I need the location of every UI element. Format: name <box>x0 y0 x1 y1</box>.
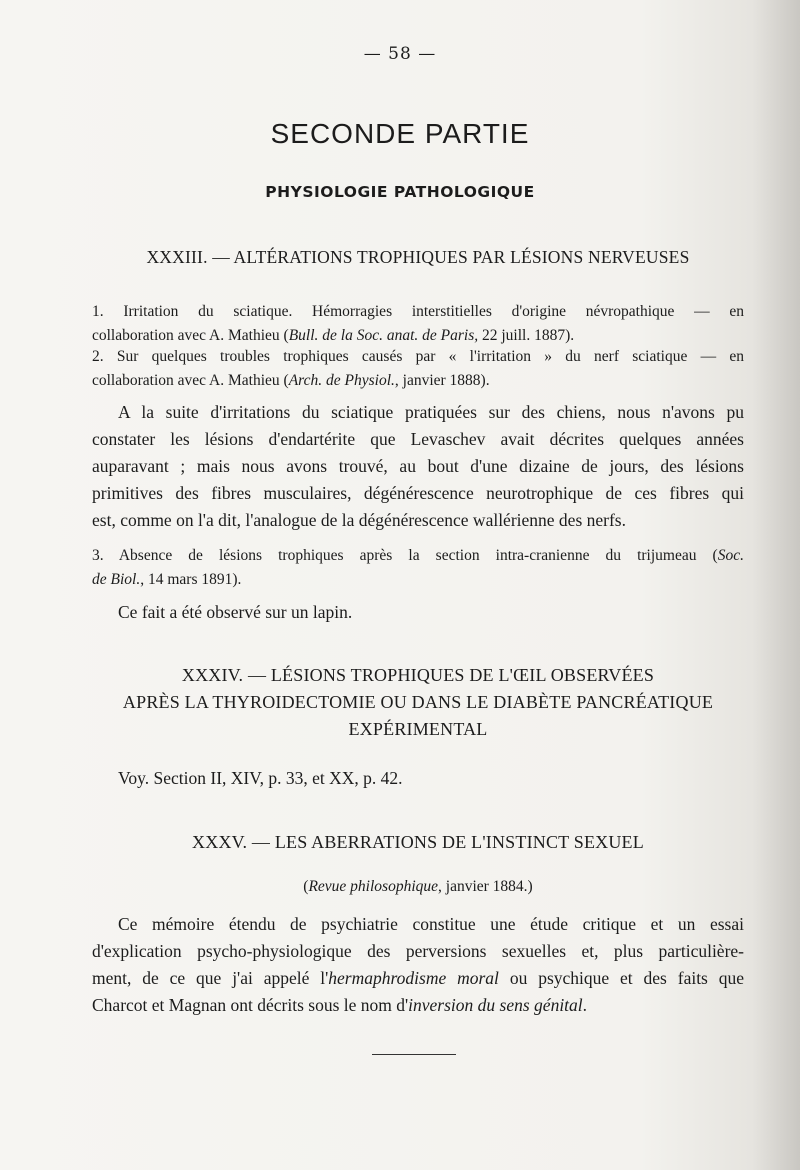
section-heading-35: XXXV. — LES ABERRATIONS DE L'INSTINCT SEXUEL <box>192 832 644 852</box>
paragraph-line: primitives des fibres musculaires, dégénérescence neurotrophique de ces fibres qui <box>92 483 744 503</box>
reference-3-line-1: 3. Absence de lésions trophiques après la section intra-cranienne du trijumeau (Soc. <box>92 547 744 564</box>
heading-line: APRÈS LA THYROIDECTOMIE OU DANS LE DIABÈTE PANCRÉATIQUE <box>122 692 714 712</box>
see-also: Voy. Section II, XIV, p. 33, et XX, p. 42. <box>118 768 403 788</box>
paragraph-line: ment, de ce que j'ai appelé l'hermaphrodisme moral ou psychique et des faits que <box>92 968 745 988</box>
paragraph-line: Ce mémoire étendu de psychiatrie constitue une étude critique et un essai <box>118 914 744 934</box>
paragraph-line: est, comme on l'a dit, l'analogue de la dégénérescence wallérienne des nerfs. <box>92 510 626 530</box>
paragraph-instinct-sexuel <box>92 911 744 1019</box>
paragraph-line: constater les lésions d'endartérite que Levaschev avait décrites quelques années <box>92 429 744 449</box>
paragraph-line: auparavant ; mais nous avons trouvé, au bout d'une dizaine de jours, des lésions <box>92 456 744 476</box>
reference-1-line-2: collaboration avec A. Mathieu (Bull. de la Soc. anat. de Paris, 22 juill. 1887). <box>92 327 575 344</box>
closing-rule <box>372 1054 456 1055</box>
reference-2 <box>92 345 744 393</box>
page-number: — 58 — <box>363 44 437 64</box>
reference-3-line-2: de Biol., 14 mars 1891). <box>92 571 242 588</box>
paragraph-sciatique <box>92 399 744 534</box>
part-subtitle: PHYSIOLOGIE PATHOLOGIQUE <box>265 183 535 201</box>
paragraph-line: Charcot et Magnan ont décrits sous le nom d'inversion du sens génital. <box>92 995 588 1015</box>
reference-1 <box>92 300 744 348</box>
part-title: SECONDE PARTIE <box>270 118 530 149</box>
heading-line: EXPÉRIMENTAL <box>348 719 488 739</box>
reference-2-line-2: collaboration avec A. Mathieu (Arch. de Physiol., janvier 1888). <box>92 372 490 389</box>
source-reference: (Revue philosophique, janvier 1884.) <box>303 878 533 895</box>
reference-2-line-1: 2. Sur quelques troubles trophiques causés par « l'irritation » du nerf sciatique — en <box>92 348 744 365</box>
reference-3 <box>92 544 744 592</box>
note-lapin: Ce fait a été observé sur un lapin. <box>118 602 353 622</box>
heading-line: XXXIV. — LÉSIONS TROPHIQUES DE L'ŒIL OBSERVÉES <box>181 665 655 685</box>
paragraph-line: d'explication psycho-physiologique des perversions sexuelles et, plus particulière- <box>92 941 744 961</box>
section-heading-34 <box>92 662 744 743</box>
reference-1-line-1: 1. Irritation du sciatique. Hémorragies interstitielles d'origine névropathique — en <box>92 303 744 320</box>
section-heading-33: XXXIII. — ALTÉRATIONS TROPHIQUES PAR LÉSIONS NERVEUSES <box>146 247 690 267</box>
paragraph-line: A la suite d'irritations du sciatique pratiquées sur des chiens, nous n'avons pu <box>118 402 744 422</box>
